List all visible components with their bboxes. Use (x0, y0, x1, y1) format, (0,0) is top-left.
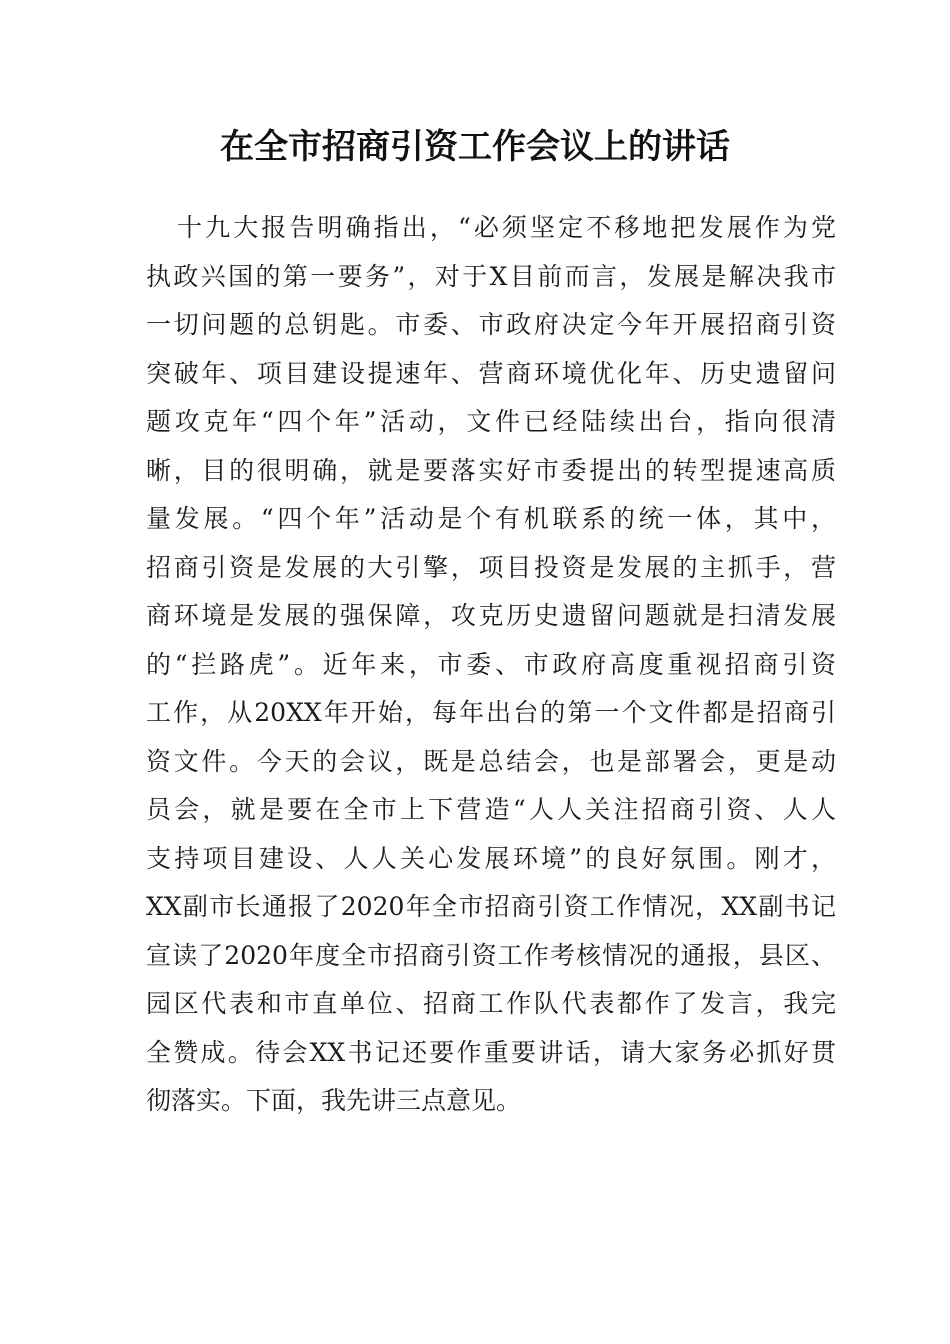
paragraph-line-19: 彻落实。下面，我先讲三点意见。 (146, 1086, 522, 1115)
paragraph-line-18: 全赞成。待会XX书记还要作重要讲话，请大家务必抓好贯 (146, 1037, 836, 1067)
paragraph-line-13: 员会，就是要在全市上下营造“人人关注招商引资、人人 (146, 795, 836, 824)
paragraph-line-8: 招商引资是发展的大引擎，项目投资是发展的主抓手，营 (146, 552, 836, 582)
paragraph-line-17: 园区代表和市直单位、招商工作队代表都作了发言，我完 (146, 989, 836, 1018)
paragraph-line-4: 突破年、项目建设提速年、营商环境优化年、历史遗留问 (146, 358, 836, 388)
paragraph-line-1: 十九大报告明确指出，“必须坚定不移地把发展作为党 (177, 213, 836, 242)
paragraph-line-16: 宣读了2020年度全市招商引资工作考核情况的通报，县区、 (146, 940, 836, 970)
paragraph-line-15: XX副市长通报了2020年全市招商引资工作情况，XX副书记 (146, 892, 836, 921)
paragraph-line-6: 晰，目的很明确，就是要落实好市委提出的转型提速高质 (146, 455, 836, 485)
speech-paragraph (146, 204, 836, 1126)
document-title: 在全市招商引资工作会议上的讲话 (220, 127, 730, 167)
paragraph-line-11: 工作，从20XX年开始，每年出台的第一个文件都是招商引 (146, 698, 836, 727)
paragraph-line-2: 执政兴国的第一要务”，对于X目前而言，发展是解决我市 (146, 261, 836, 291)
paragraph-line-3: 一切问题的总钥匙。市委、市政府决定今年开展招商引资 (146, 310, 836, 339)
paragraph-line-14: 支持项目建设、人人关心发展环境”的良好氛围。刚才， (146, 843, 836, 873)
paragraph-line-9: 商环境是发展的强保障，攻克历史遗留问题就是扫清发展 (146, 601, 836, 630)
paragraph-line-7: 量发展。“四个年”活动是个有机联系的统一体，其中， (146, 504, 836, 533)
paragraph-line-12: 资文件。今天的会议，既是总结会，也是部署会，更是动 (146, 746, 836, 776)
paragraph-line-10: 的“拦路虎”。近年来，市委、市政府高度重视招商引资 (146, 649, 836, 679)
paragraph-line-5: 题攻克年“四个年”活动，文件已经陆续出台，指向很清 (146, 407, 836, 436)
